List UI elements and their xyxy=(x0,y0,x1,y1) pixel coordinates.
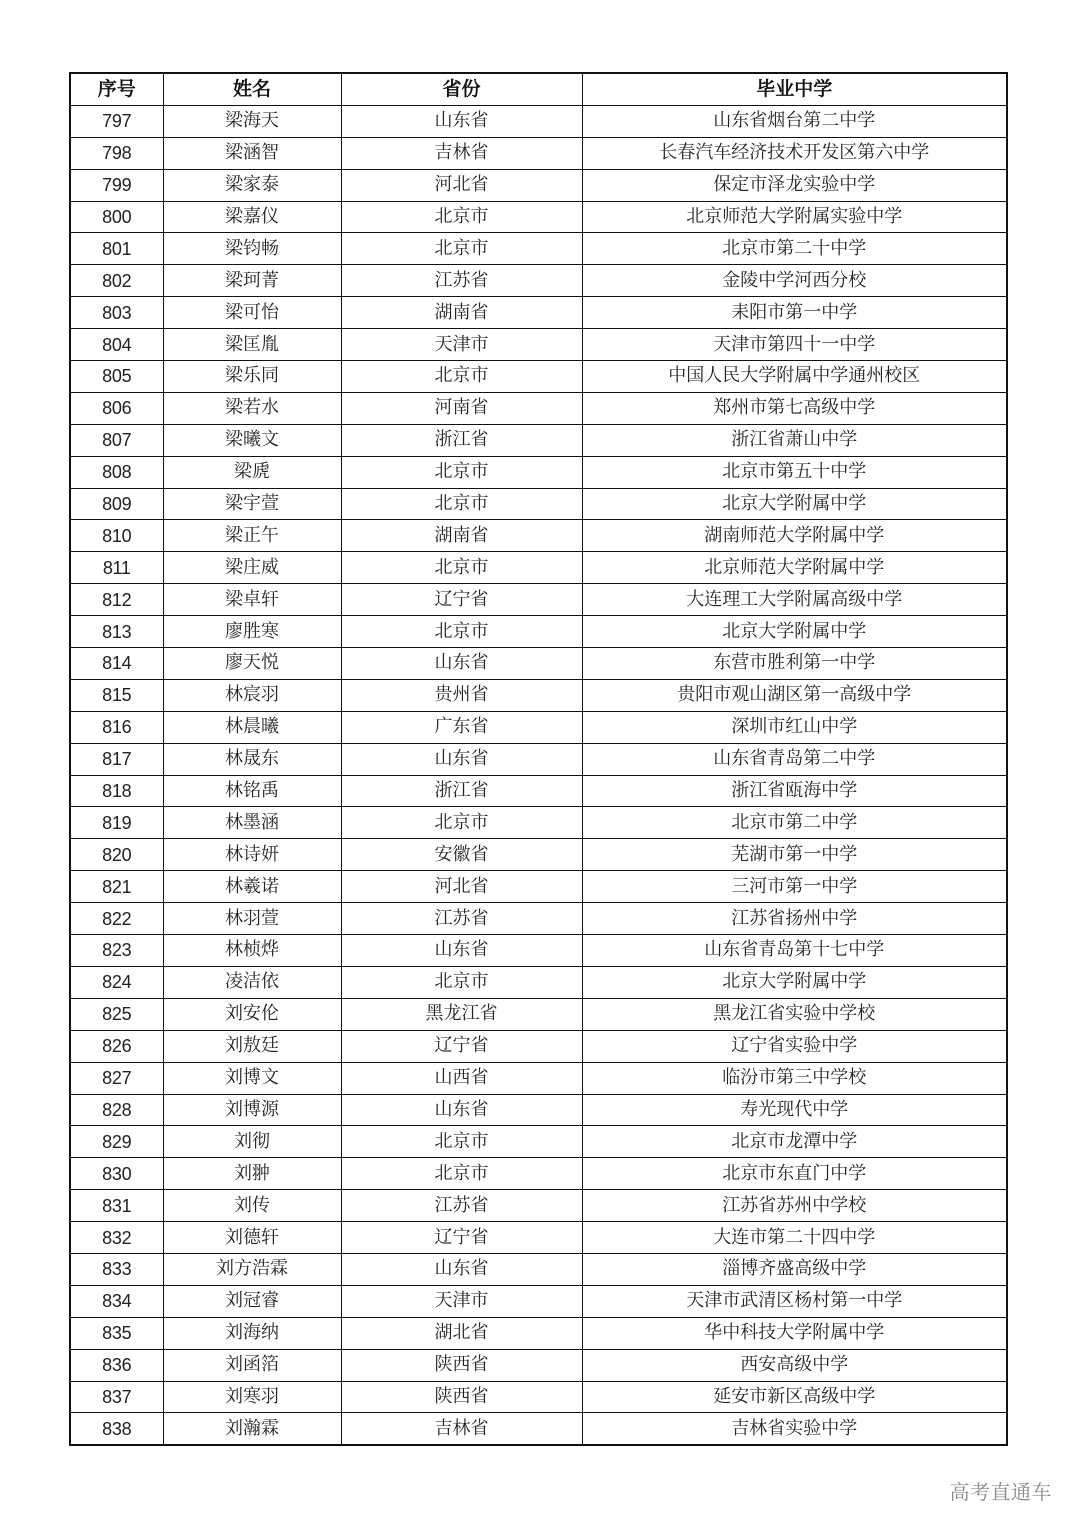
cell-province: 辽宁省 xyxy=(341,1222,582,1254)
cell-province: 北京市 xyxy=(341,456,582,488)
cell-name: 刘博文 xyxy=(163,1062,341,1094)
cell-serial-number: 824 xyxy=(70,966,163,998)
cell-high-school: 吉林省实验中学 xyxy=(582,1413,1007,1445)
cell-name: 梁涵智 xyxy=(163,137,341,169)
cell-serial-number: 810 xyxy=(70,520,163,552)
cell-serial-number: 831 xyxy=(70,1190,163,1222)
cell-province: 吉林省 xyxy=(341,137,582,169)
table-row xyxy=(70,871,1007,903)
cell-province: 河北省 xyxy=(341,169,582,201)
cell-name: 梁虒 xyxy=(163,456,341,488)
cell-high-school: 北京大学附属中学 xyxy=(582,488,1007,520)
cell-province: 河北省 xyxy=(341,871,582,903)
cell-serial-number: 818 xyxy=(70,775,163,807)
table-row xyxy=(70,1285,1007,1317)
cell-serial-number: 819 xyxy=(70,807,163,839)
cell-high-school: 辽宁省实验中学 xyxy=(582,1030,1007,1062)
table-row xyxy=(70,329,1007,361)
cell-province: 山东省 xyxy=(341,1094,582,1126)
cell-province: 山东省 xyxy=(341,1253,582,1285)
cell-province: 辽宁省 xyxy=(341,584,582,616)
cell-name: 林桢烨 xyxy=(163,935,341,967)
cell-serial-number: 826 xyxy=(70,1030,163,1062)
cell-serial-number: 830 xyxy=(70,1158,163,1190)
cell-high-school: 郑州市第七高级中学 xyxy=(582,392,1007,424)
cell-province: 山东省 xyxy=(341,105,582,137)
cell-name: 刘传 xyxy=(163,1190,341,1222)
cell-province: 江苏省 xyxy=(341,1190,582,1222)
cell-name: 刘冠睿 xyxy=(163,1285,341,1317)
cell-province: 陕西省 xyxy=(341,1349,582,1381)
cell-high-school: 天津市武清区杨村第一中学 xyxy=(582,1285,1007,1317)
table-row xyxy=(70,679,1007,711)
cell-high-school: 山东省青岛第十七中学 xyxy=(582,935,1007,967)
cell-high-school: 大连市第二十四中学 xyxy=(582,1222,1007,1254)
cell-serial-number: 835 xyxy=(70,1317,163,1349)
cell-high-school: 湖南师范大学附属中学 xyxy=(582,520,1007,552)
cell-high-school: 深圳市红山中学 xyxy=(582,711,1007,743)
cell-serial-number: 798 xyxy=(70,137,163,169)
cell-serial-number: 815 xyxy=(70,679,163,711)
table-row xyxy=(70,807,1007,839)
cell-province: 北京市 xyxy=(341,807,582,839)
table-row xyxy=(70,1094,1007,1126)
table-row xyxy=(70,1413,1007,1445)
cell-high-school: 天津市第四十一中学 xyxy=(582,329,1007,361)
cell-name: 凌洁依 xyxy=(163,966,341,998)
student-roster-table xyxy=(69,72,1008,1446)
cell-name: 刘函箔 xyxy=(163,1349,341,1381)
cell-serial-number: 812 xyxy=(70,584,163,616)
cell-name: 梁嘉仪 xyxy=(163,201,341,233)
table-row xyxy=(70,392,1007,424)
cell-serial-number: 837 xyxy=(70,1381,163,1413)
cell-province: 吉林省 xyxy=(341,1413,582,1445)
cell-name: 梁海天 xyxy=(163,105,341,137)
cell-serial-number: 811 xyxy=(70,552,163,584)
table-row xyxy=(70,169,1007,201)
table-row xyxy=(70,424,1007,456)
cell-high-school: 芜湖市第一中学 xyxy=(582,839,1007,871)
cell-province: 浙江省 xyxy=(341,775,582,807)
table-row xyxy=(70,743,1007,775)
cell-name: 梁曦文 xyxy=(163,424,341,456)
cell-high-school: 北京师范大学附属实验中学 xyxy=(582,201,1007,233)
cell-name: 刘彻 xyxy=(163,1126,341,1158)
cell-name: 梁钧畅 xyxy=(163,233,341,265)
table-row xyxy=(70,456,1007,488)
table-body xyxy=(70,105,1007,1445)
table-row xyxy=(70,775,1007,807)
cell-name: 梁庄威 xyxy=(163,552,341,584)
cell-name: 刘海纳 xyxy=(163,1317,341,1349)
cell-high-school: 西安高级中学 xyxy=(582,1349,1007,1381)
table-row xyxy=(70,648,1007,680)
cell-serial-number: 802 xyxy=(70,265,163,297)
table-row xyxy=(70,1062,1007,1094)
cell-name: 刘安伦 xyxy=(163,998,341,1030)
cell-province: 贵州省 xyxy=(341,679,582,711)
cell-province: 北京市 xyxy=(341,233,582,265)
table-row xyxy=(70,552,1007,584)
cell-high-school: 中国人民大学附属中学通州校区 xyxy=(582,361,1007,393)
cell-name: 廖胜寒 xyxy=(163,616,341,648)
cell-serial-number: 799 xyxy=(70,169,163,201)
cell-province: 湖南省 xyxy=(341,297,582,329)
cell-high-school: 北京市龙潭中学 xyxy=(582,1126,1007,1158)
cell-province: 北京市 xyxy=(341,201,582,233)
cell-province: 北京市 xyxy=(341,966,582,998)
cell-province: 北京市 xyxy=(341,488,582,520)
cell-high-school: 寿光现代中学 xyxy=(582,1094,1007,1126)
table-row xyxy=(70,297,1007,329)
cell-name: 林铭禹 xyxy=(163,775,341,807)
cell-province: 山东省 xyxy=(341,648,582,680)
cell-serial-number: 816 xyxy=(70,711,163,743)
cell-name: 刘方浩霖 xyxy=(163,1253,341,1285)
cell-serial-number: 821 xyxy=(70,871,163,903)
cell-province: 陕西省 xyxy=(341,1381,582,1413)
table-row xyxy=(70,903,1007,935)
cell-name: 林晟东 xyxy=(163,743,341,775)
cell-serial-number: 828 xyxy=(70,1094,163,1126)
cell-serial-number: 820 xyxy=(70,839,163,871)
table-row xyxy=(70,1222,1007,1254)
cell-name: 刘博源 xyxy=(163,1094,341,1126)
cell-name: 梁匡胤 xyxy=(163,329,341,361)
cell-province: 河南省 xyxy=(341,392,582,424)
cell-province: 北京市 xyxy=(341,1126,582,1158)
table-row xyxy=(70,616,1007,648)
cell-name: 梁若水 xyxy=(163,392,341,424)
cell-high-school: 黑龙江省实验中学校 xyxy=(582,998,1007,1030)
cell-province: 北京市 xyxy=(341,552,582,584)
table-row xyxy=(70,520,1007,552)
cell-province: 浙江省 xyxy=(341,424,582,456)
cell-name: 梁家泰 xyxy=(163,169,341,201)
cell-high-school: 山东省青岛第二中学 xyxy=(582,743,1007,775)
cell-high-school: 东营市胜利第一中学 xyxy=(582,648,1007,680)
cell-serial-number: 808 xyxy=(70,456,163,488)
cell-high-school: 北京市第二十中学 xyxy=(582,233,1007,265)
table-row xyxy=(70,1349,1007,1381)
table-row xyxy=(70,935,1007,967)
table-row xyxy=(70,966,1007,998)
cell-name: 梁卓轩 xyxy=(163,584,341,616)
table-row xyxy=(70,1158,1007,1190)
cell-name: 林墨涵 xyxy=(163,807,341,839)
cell-high-school: 浙江省萧山中学 xyxy=(582,424,1007,456)
cell-province: 江苏省 xyxy=(341,265,582,297)
table-row xyxy=(70,1190,1007,1222)
cell-high-school: 北京市第五十中学 xyxy=(582,456,1007,488)
cell-province: 湖南省 xyxy=(341,520,582,552)
header-province: 省份 xyxy=(341,73,582,105)
cell-high-school: 北京大学附属中学 xyxy=(582,616,1007,648)
cell-serial-number: 834 xyxy=(70,1285,163,1317)
cell-high-school: 三河市第一中学 xyxy=(582,871,1007,903)
table-header-row xyxy=(70,73,1007,105)
table-row xyxy=(70,105,1007,137)
cell-name: 林羲诺 xyxy=(163,871,341,903)
header-serial-number: 序号 xyxy=(70,73,163,105)
cell-province: 黑龙江省 xyxy=(341,998,582,1030)
cell-name: 刘瀚霖 xyxy=(163,1413,341,1445)
cell-name: 刘敖廷 xyxy=(163,1030,341,1062)
cell-name: 林晨曦 xyxy=(163,711,341,743)
cell-name: 林宸羽 xyxy=(163,679,341,711)
cell-high-school: 华中科技大学附属中学 xyxy=(582,1317,1007,1349)
cell-name: 林诗妍 xyxy=(163,839,341,871)
table-row xyxy=(70,1030,1007,1062)
cell-high-school: 江苏省苏州中学校 xyxy=(582,1190,1007,1222)
cell-province: 北京市 xyxy=(341,361,582,393)
cell-province: 广东省 xyxy=(341,711,582,743)
cell-serial-number: 827 xyxy=(70,1062,163,1094)
cell-serial-number: 832 xyxy=(70,1222,163,1254)
cell-province: 北京市 xyxy=(341,616,582,648)
cell-province: 山西省 xyxy=(341,1062,582,1094)
cell-serial-number: 807 xyxy=(70,424,163,456)
cell-serial-number: 825 xyxy=(70,998,163,1030)
header-high-school: 毕业中学 xyxy=(582,73,1007,105)
cell-serial-number: 797 xyxy=(70,105,163,137)
cell-province: 天津市 xyxy=(341,329,582,361)
cell-province: 江苏省 xyxy=(341,903,582,935)
cell-high-school: 江苏省扬州中学 xyxy=(582,903,1007,935)
cell-province: 北京市 xyxy=(341,1158,582,1190)
cell-high-school: 北京市第二中学 xyxy=(582,807,1007,839)
cell-serial-number: 823 xyxy=(70,935,163,967)
table-row xyxy=(70,1317,1007,1349)
cell-name: 林羽萱 xyxy=(163,903,341,935)
cell-name: 刘德轩 xyxy=(163,1222,341,1254)
cell-serial-number: 803 xyxy=(70,297,163,329)
cell-province: 辽宁省 xyxy=(341,1030,582,1062)
cell-name: 梁宇萱 xyxy=(163,488,341,520)
table-row xyxy=(70,488,1007,520)
table-row xyxy=(70,233,1007,265)
cell-province: 天津市 xyxy=(341,1285,582,1317)
cell-high-school: 淄博齐盛高级中学 xyxy=(582,1253,1007,1285)
cell-serial-number: 804 xyxy=(70,329,163,361)
cell-high-school: 耒阳市第一中学 xyxy=(582,297,1007,329)
cell-name: 梁可怡 xyxy=(163,297,341,329)
table-row xyxy=(70,998,1007,1030)
table-row xyxy=(70,839,1007,871)
cell-high-school: 浙江省瓯海中学 xyxy=(582,775,1007,807)
cell-high-school: 临汾市第三中学校 xyxy=(582,1062,1007,1094)
cell-name: 刘寒羽 xyxy=(163,1381,341,1413)
cell-serial-number: 800 xyxy=(70,201,163,233)
cell-high-school: 延安市新区高级中学 xyxy=(582,1381,1007,1413)
cell-high-school: 山东省烟台第二中学 xyxy=(582,105,1007,137)
cell-name: 梁正午 xyxy=(163,520,341,552)
table-row xyxy=(70,265,1007,297)
table-row xyxy=(70,137,1007,169)
cell-name: 刘翀 xyxy=(163,1158,341,1190)
cell-province: 湖北省 xyxy=(341,1317,582,1349)
cell-name: 梁珂菁 xyxy=(163,265,341,297)
cell-province: 安徽省 xyxy=(341,839,582,871)
cell-high-school: 北京师范大学附属中学 xyxy=(582,552,1007,584)
cell-high-school: 大连理工大学附属高级中学 xyxy=(582,584,1007,616)
table-row xyxy=(70,361,1007,393)
table-row xyxy=(70,584,1007,616)
table-row xyxy=(70,1126,1007,1158)
cell-serial-number: 809 xyxy=(70,488,163,520)
header-name: 姓名 xyxy=(163,73,341,105)
cell-serial-number: 817 xyxy=(70,743,163,775)
cell-serial-number: 805 xyxy=(70,361,163,393)
watermark-label: 高考直通车 xyxy=(949,1480,1052,1504)
cell-high-school: 金陵中学河西分校 xyxy=(582,265,1007,297)
cell-serial-number: 814 xyxy=(70,648,163,680)
cell-serial-number: 838 xyxy=(70,1413,163,1445)
cell-province: 山东省 xyxy=(341,935,582,967)
cell-serial-number: 801 xyxy=(70,233,163,265)
cell-name: 梁乐同 xyxy=(163,361,341,393)
cell-serial-number: 829 xyxy=(70,1126,163,1158)
cell-serial-number: 822 xyxy=(70,903,163,935)
cell-high-school: 长春汽车经济技术开发区第六中学 xyxy=(582,137,1007,169)
table-row xyxy=(70,1253,1007,1285)
cell-name: 廖天悦 xyxy=(163,648,341,680)
table-row xyxy=(70,1381,1007,1413)
cell-serial-number: 813 xyxy=(70,616,163,648)
cell-province: 山东省 xyxy=(341,743,582,775)
cell-serial-number: 836 xyxy=(70,1349,163,1381)
cell-serial-number: 833 xyxy=(70,1253,163,1285)
table-row xyxy=(70,711,1007,743)
cell-serial-number: 806 xyxy=(70,392,163,424)
table-row xyxy=(70,201,1007,233)
cell-high-school: 北京大学附属中学 xyxy=(582,966,1007,998)
cell-high-school: 保定市泽龙实验中学 xyxy=(582,169,1007,201)
cell-high-school: 贵阳市观山湖区第一高级中学 xyxy=(582,679,1007,711)
cell-high-school: 北京市东直门中学 xyxy=(582,1158,1007,1190)
